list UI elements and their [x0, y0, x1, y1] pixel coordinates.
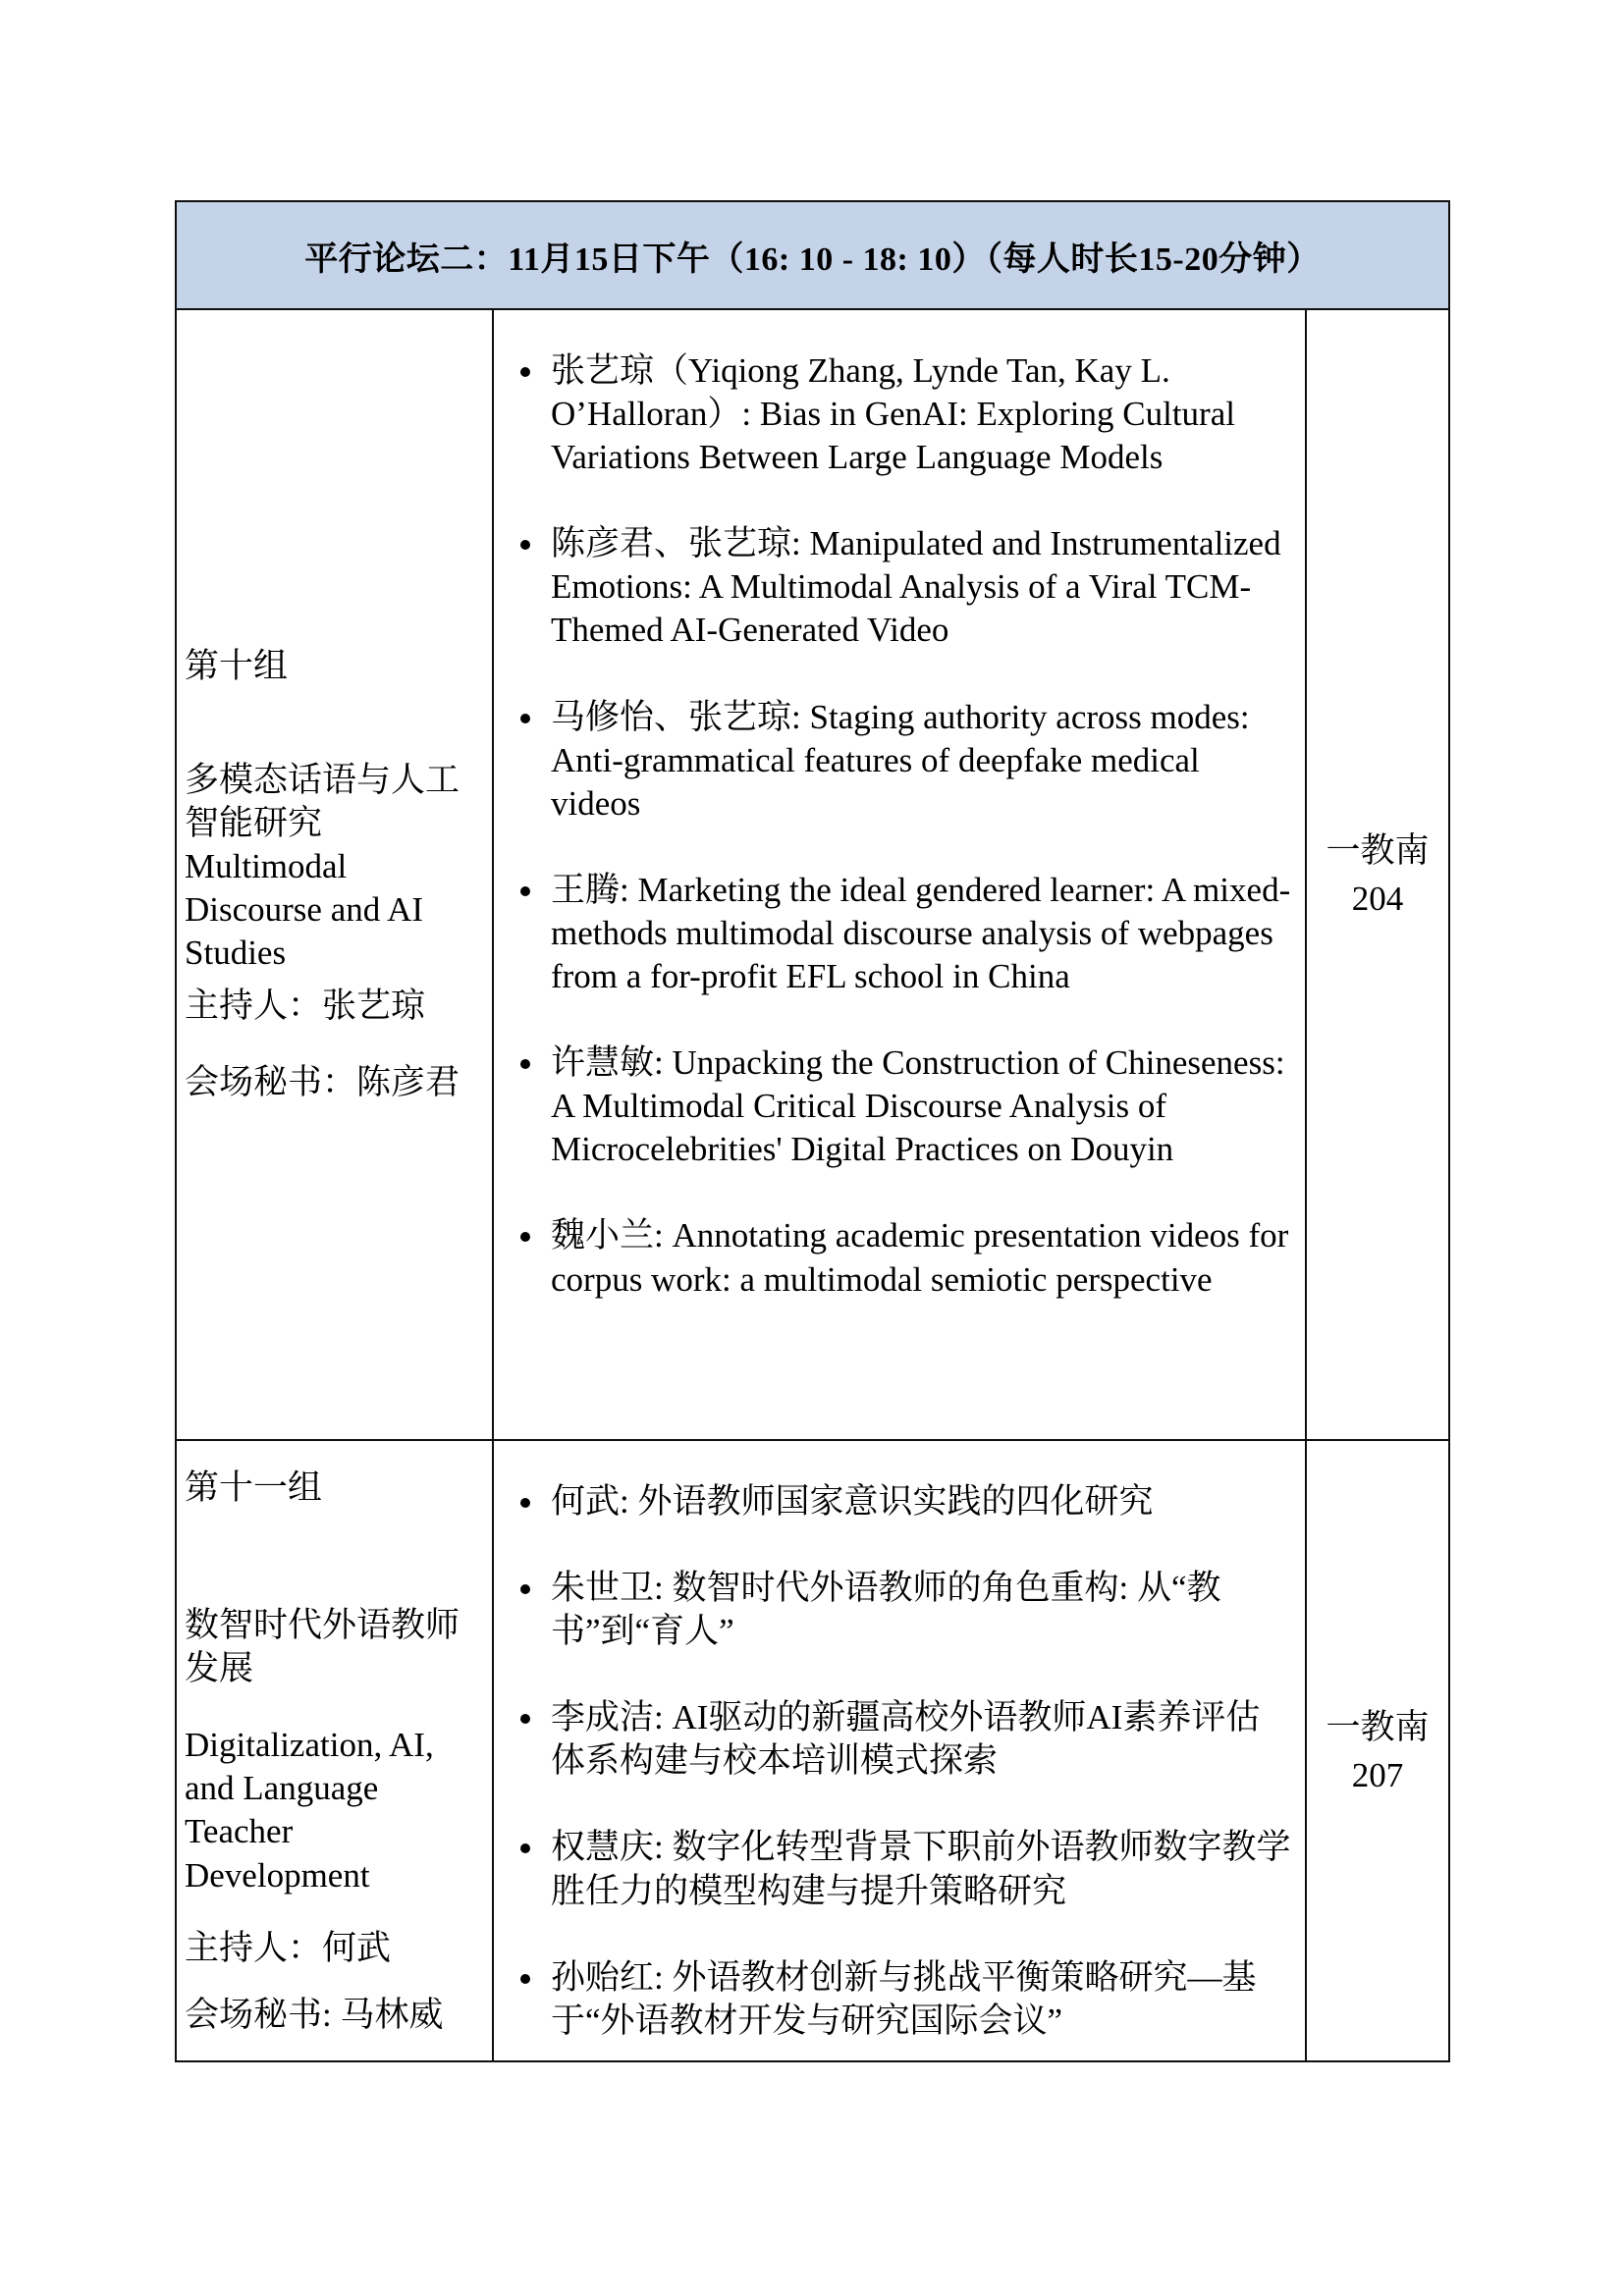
presentation-item: • 许慧敏: Unpacking the Construction of Chineseness: A Multimodal Critical Discourse Analysis of Microcelebrities' Digital Practices on Douyin [547, 1041, 1293, 1171]
presentation-item: • 王腾: Marketing the ideal gendered learner: A mixed-methods multimodal discourse analysis of webpages from a for-profit EFL school in China [547, 869, 1293, 998]
presentation-item: • 朱世卫: 数智时代外语教师的角色重构: 从“教书”到“育人” [547, 1567, 1293, 1653]
group-info-cell [177, 310, 494, 1439]
presentations-cell [494, 310, 1307, 1439]
presentation-item: • 魏小兰: Annotating academic presentation videos for corpus work: a multimodal semiotic perspective [547, 1214, 1293, 1301]
forum-title: 平行论坛二：11月15日下午（16: 10 - 18: 10）（每人时长15-20分钟） [304, 240, 1321, 278]
group-topic-en: Multimodal Discourse and AI Studies [185, 846, 424, 973]
presentation-list [494, 1480, 1293, 2043]
presentation-item: • 张艺琼（Yiqiong Zhang, Lynde Tan, Kay L. O’Halloran）: Bias in GenAI: Exploring Cultural Variations Between Large Language Models [547, 349, 1293, 479]
group-secretary: 会场秘书: 马林威 [185, 1995, 444, 2034]
group-topic-cn: 多模态话语与人工智能研究 [185, 760, 460, 842]
presentation-item: • 孙贻红: 外语教材创新与挑战平衡策略研究—基于“外语教材开发与研究国际会议” [547, 1956, 1293, 2043]
forum-header [177, 202, 1448, 310]
presentation-item: • 李成洁: AI驱动的新疆高校外语教师AI素养评估体系构建与校本培训模式探索 [547, 1696, 1293, 1783]
group-info-cell [177, 1441, 494, 2062]
room-cell [1307, 310, 1448, 1439]
presentation-item: • 马修怡、张艺琼: Staging authority across modes: Anti-grammatical features of deepfake medical videos [547, 696, 1293, 826]
room-building: 一教南 [1326, 831, 1430, 870]
presentation-item: • 权慧庆: 数字化转型背景下职前外语教师数字教学胜任力的模型构建与提升策略研究 [547, 1826, 1293, 1912]
group-topic-cn: 数智时代外语教师发展 [185, 1606, 460, 1688]
group-secretary: 会场秘书：陈彦君 [185, 1063, 460, 1102]
group-label: 第十一组 [185, 1468, 323, 1507]
presentation-item: • 何武: 外语教师国家意识实践的四化研究 [547, 1480, 1293, 1523]
group-topic-en: Digitalization, AI, and Language Teacher Development [185, 1726, 434, 1895]
room-cell [1307, 1441, 1448, 2062]
group-row-10 [177, 310, 1448, 1441]
group-chair: 主持人：张艺琼 [185, 987, 426, 1026]
room-number: 204 [1351, 880, 1404, 918]
group-row-11 [177, 1441, 1448, 2060]
room-building: 一教南 [1326, 1708, 1430, 1747]
group-chair: 主持人：何武 [185, 1928, 392, 1967]
presentation-list [494, 349, 1298, 1302]
schedule-table [175, 200, 1450, 2062]
presentations-cell [494, 1441, 1307, 2062]
group-label: 第十组 [185, 646, 289, 685]
room-number: 207 [1351, 1756, 1404, 1795]
presentation-item: • 陈彦君、张艺琼: Manipulated and Instrumentalized Emotions: A Multimodal Analysis of a Viral TCM-Themed AI-Generated Video [547, 522, 1293, 652]
